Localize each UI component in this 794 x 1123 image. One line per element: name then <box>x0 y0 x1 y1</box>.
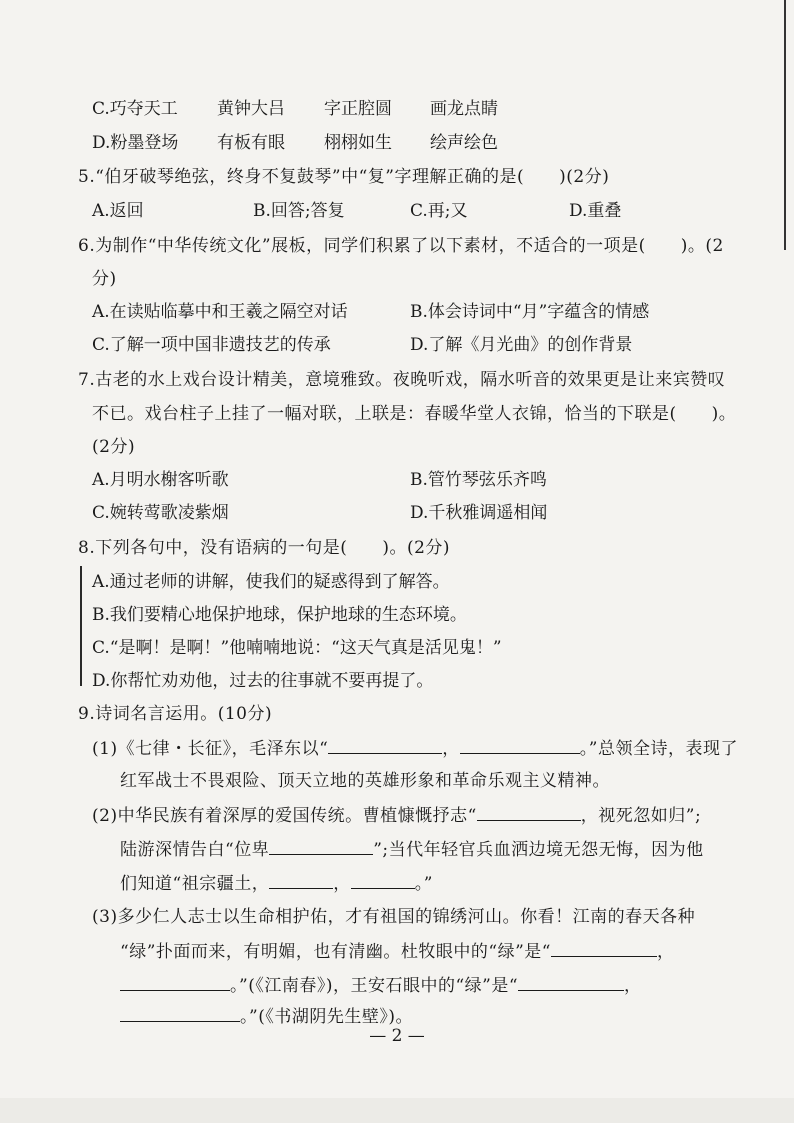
q7-stem-1: 7.古老的水上戏台设计精美，意境雅致。夜晚听戏，隔水听音的效果更是让来宾赞叹 <box>78 370 726 390</box>
q4-option-d-1: D.粉墨登场 <box>92 133 179 153</box>
margin-mark <box>80 566 82 686</box>
q8-option-d: D.你帮忙劝劝他，过去的往事就不要再提了。 <box>92 671 434 691</box>
q9-part2-text-f: ， <box>333 874 351 894</box>
q9-part3-blank-2[interactable] <box>120 974 230 991</box>
q9-part3-line1: (3)多少仁人志士以生命相护佑，才有祖国的锦绣河山。你看！江南的春天各种 <box>92 907 696 927</box>
q9-part1-text-c: 。”总领全诗，表现了 <box>579 739 738 759</box>
q9-part3-text-e: 。”(《书湖阴先生壁》)。 <box>240 1007 413 1027</box>
q9-part2-text-g: 。” <box>414 874 433 894</box>
q8-stem: 8.下列各句中，没有语病的一句是( )。(2分) <box>78 538 451 558</box>
q9-part2-text-e: 们知道“祖宗疆土， <box>120 874 270 894</box>
q4-option-c-4: 画龙点睛 <box>430 99 498 119</box>
q6-option-a: A.在读贴临摹中和王羲之隔空对话 <box>92 302 348 322</box>
q7-stem-3: (2分) <box>92 437 136 457</box>
q9-part3-line4 <box>120 1005 413 1028</box>
q9-part3-blank-3[interactable] <box>518 974 624 991</box>
q5-option-a: A.返回 <box>92 201 144 221</box>
q9-part2-blank-4[interactable] <box>351 872 415 889</box>
q9-part3-text-d: 。”(《江南春》)，王安石眼中的“绿”是“ <box>230 976 519 996</box>
q9-part1-text-a: (1)《七律・长征》，毛泽东以“ <box>92 739 329 759</box>
q9-part3-line2 <box>120 940 674 963</box>
q9-part2-line3 <box>120 872 433 895</box>
q9-part3-blank-4[interactable] <box>120 1005 240 1022</box>
footer-strip <box>0 1098 794 1123</box>
q9-part2-blank-3[interactable] <box>269 872 333 889</box>
q7-option-c: C.婉转莺歌凌紫烟 <box>92 503 229 523</box>
q9-part1-text-b: ， <box>442 739 460 759</box>
q8-option-c: C.“是啊！是啊！”他喃喃地说：“这天气真是活见鬼！” <box>92 638 502 658</box>
q4-option-d-4: 绘声绘色 <box>430 133 498 153</box>
q6-stem: 6.为制作“中华传统文化”展板，同学们积累了以下素材，不适合的一项是( )。(2 <box>78 236 724 256</box>
q9-part3-line3: 。”(《江南春》)，王安石眼中的“绿”是“ ， <box>120 974 642 997</box>
q5-option-c: C.再;又 <box>410 201 468 221</box>
q7-option-b: B.管竹琴弦乐齐鸣 <box>410 470 547 490</box>
q4-option-c-1: C.巧夺天工 <box>92 99 178 119</box>
binding-edge-line <box>784 0 786 250</box>
q8-option-a: A.通过老师的讲解，使我们的疑惑得到了解答。 <box>92 572 450 592</box>
q9-part3-text-b: “绿”扑面而来，有明媚，也有清幽。杜牧眼中的“绿”是“ <box>120 942 551 962</box>
q7-option-d: D.千秋雅调遥相闻 <box>410 503 548 523</box>
q9-part2-text-b: ，视死忽如归”; <box>580 806 702 826</box>
q4-option-d-2: 有板有眼 <box>217 133 285 153</box>
q9-part3-text-c: ， <box>656 942 675 962</box>
q9-part1-blank-1[interactable] <box>328 737 442 754</box>
q8-option-b: B.我们要精心地保护地球，保护地球的生态环境。 <box>92 605 467 625</box>
q6-option-d: D.了解《月光曲》的创作背景 <box>410 335 633 355</box>
q6-option-b: B.体会诗词中“月”字蕴含的情感 <box>410 302 650 322</box>
q5-option-b: B.回答;答复 <box>253 201 345 221</box>
q9-part1-line1 <box>92 737 738 760</box>
q9-part2-line1 <box>92 804 701 827</box>
q9-part2-blank-1[interactable] <box>477 804 581 821</box>
q4-option-c-2: 黄钟大吕 <box>217 99 285 119</box>
q9-part2-text-d: ”;当代年轻官兵血洒边境无怨无悔，因为他 <box>373 840 704 860</box>
q5-stem: 5.“伯牙破琴绝弦，终身不复鼓琴”中“复”字理解正确的是( )(2分) <box>78 167 610 187</box>
q5-option-d: D.重叠 <box>569 201 622 221</box>
q9-part2-text-a: (2)中华民族有着深厚的爱国传统。曹植慷慨抒志“ <box>92 806 477 826</box>
page-number: — 2 — <box>369 1026 425 1046</box>
q7-option-a: A.月明水榭客听歌 <box>92 470 229 490</box>
q4-option-c-3: 字正腔圆 <box>324 99 392 119</box>
q9-stem: 9.诗词名言运用。(10分) <box>78 704 273 724</box>
q9-part3-blank-1[interactable] <box>551 940 657 957</box>
q9-part2-text-c: 陆游深情告白“位卑 <box>120 840 270 860</box>
q7-stem-2: 不已。戏台柱子上挂了一幅对联，上联是：春暖华堂人衣锦，恰当的下联是( )。 <box>92 404 737 424</box>
q9-part2-line2 <box>120 838 704 861</box>
q6-option-c: C.了解一项中国非遗技艺的传承 <box>92 335 331 355</box>
q9-part1-blank-2[interactable] <box>460 737 580 754</box>
q9-part2-blank-2[interactable] <box>269 838 373 855</box>
q9-part1-line2: 红军战士不畏艰险、顶天立地的英雄形象和革命乐观主义精神。 <box>120 771 610 791</box>
q6-stem-cont: 分) <box>92 269 117 289</box>
q4-option-d-3: 栩栩如生 <box>324 133 392 153</box>
